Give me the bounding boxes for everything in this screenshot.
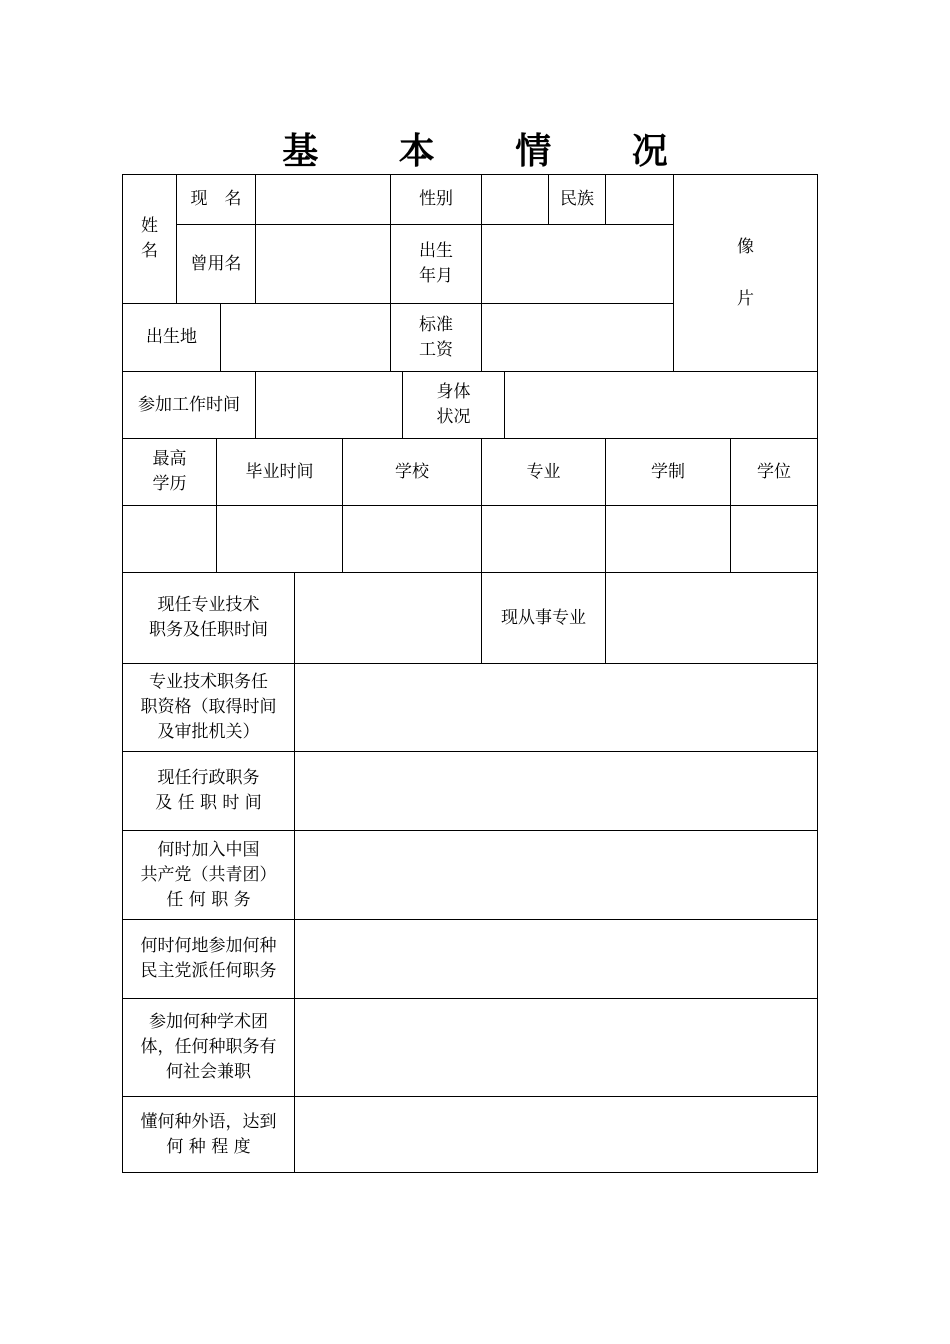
standard-salary-label xyxy=(390,303,482,372)
academic-groups-field[interactable] xyxy=(294,998,818,1097)
health-status-field[interactable] xyxy=(504,371,818,439)
major-field[interactable] xyxy=(481,505,606,573)
former-name-label-text: 曾用名 xyxy=(190,253,242,274)
democratic-party-field[interactable] xyxy=(294,919,818,999)
admin-position-label xyxy=(122,751,295,831)
current-name-label-text: 现 名 xyxy=(190,189,242,209)
major-header-text: 专业 xyxy=(526,461,561,482)
degree-field[interactable] xyxy=(730,505,818,573)
degree-header-text: 学位 xyxy=(757,461,791,482)
current-name-field[interactable] xyxy=(255,174,391,225)
study-length-header xyxy=(605,438,731,506)
name-group-label xyxy=(122,174,177,304)
birthplace-label-text: 出生地 xyxy=(146,327,197,347)
foreign-language-field[interactable] xyxy=(294,1096,818,1173)
tech-qualification-label-text: 专业技术职务任 职资格（取得时间 及审批机关） xyxy=(140,672,277,742)
highest-education-label-text: 最高 学历 xyxy=(152,449,187,494)
admin-position-field[interactable] xyxy=(294,751,818,831)
former-name-label xyxy=(176,224,256,304)
standard-salary-label-text: 标准 工资 xyxy=(419,314,453,360)
photo-label: 像 片 xyxy=(737,237,754,309)
current-name-label xyxy=(176,174,256,225)
ethnicity-label-text: 民族 xyxy=(560,189,594,209)
party-join-label xyxy=(122,830,295,920)
degree-header xyxy=(730,438,818,506)
work-start-time-field[interactable] xyxy=(255,371,403,439)
education-level-field[interactable] xyxy=(122,505,217,573)
work-start-time-label-text: 参加工作时间 xyxy=(138,394,240,415)
health-status-label-text: 身体 状况 xyxy=(436,382,471,427)
current-tech-position-label xyxy=(122,572,295,664)
school-header xyxy=(342,438,482,506)
gender-label-text: 性别 xyxy=(419,189,453,209)
current-specialty-field[interactable] xyxy=(605,572,818,664)
admin-position-label-text: 现任行政职务 及 任 职 时 间 xyxy=(155,768,262,813)
graduation-time-field[interactable] xyxy=(216,505,343,573)
democratic-party-label xyxy=(122,919,295,999)
photo-box[interactable] xyxy=(673,174,818,372)
page-title: 基 本 情 况 xyxy=(282,130,702,172)
foreign-language-label xyxy=(122,1096,295,1173)
academic-groups-label xyxy=(122,998,295,1097)
gender-label xyxy=(390,174,482,225)
health-status-label xyxy=(402,371,505,439)
graduation-time-header xyxy=(216,438,343,506)
ethnicity-field[interactable] xyxy=(605,174,674,225)
tech-qualification-label xyxy=(122,663,295,752)
former-name-field[interactable] xyxy=(255,224,391,304)
standard-salary-field[interactable] xyxy=(481,303,674,372)
study-length-field[interactable] xyxy=(605,505,731,573)
birthplace-field[interactable] xyxy=(220,303,391,372)
birth-date-label xyxy=(390,224,482,304)
school-header-text: 学校 xyxy=(395,461,429,482)
party-join-field[interactable] xyxy=(294,830,818,920)
study-length-header-text: 学制 xyxy=(651,461,685,482)
current-specialty-label xyxy=(481,572,606,664)
highest-education-label xyxy=(122,438,217,506)
name-group-label-text: 姓 名 xyxy=(141,216,158,261)
birth-date-label-text: 出生 年月 xyxy=(419,241,453,286)
ethnicity-label xyxy=(548,174,606,225)
current-tech-position-field[interactable] xyxy=(294,572,482,664)
major-header xyxy=(481,438,606,506)
birthplace-label xyxy=(122,303,221,372)
democratic-party-label-text: 何时何地参加何种 民主党派任何职务 xyxy=(140,936,277,981)
academic-groups-label-text: 参加何种学术团 体，任何种职务有 何社会兼职 xyxy=(140,1012,277,1082)
birth-date-field[interactable] xyxy=(481,224,674,304)
current-tech-position-label-text: 现任专业技术 职务及任职时间 xyxy=(149,595,268,640)
current-specialty-label-text: 现从事专业 xyxy=(501,607,586,628)
school-field[interactable] xyxy=(342,505,482,573)
gender-field[interactable] xyxy=(481,174,549,225)
graduation-time-header-text: 毕业时间 xyxy=(245,461,314,482)
party-join-label-text: 何时加入中国 共产党（共青团） 任 何 职 务 xyxy=(140,839,277,910)
foreign-language-label-text: 懂何种外语，达到 何 种 程 度 xyxy=(140,1111,277,1157)
tech-qualification-field[interactable] xyxy=(294,663,818,752)
work-start-time-label xyxy=(122,371,256,439)
